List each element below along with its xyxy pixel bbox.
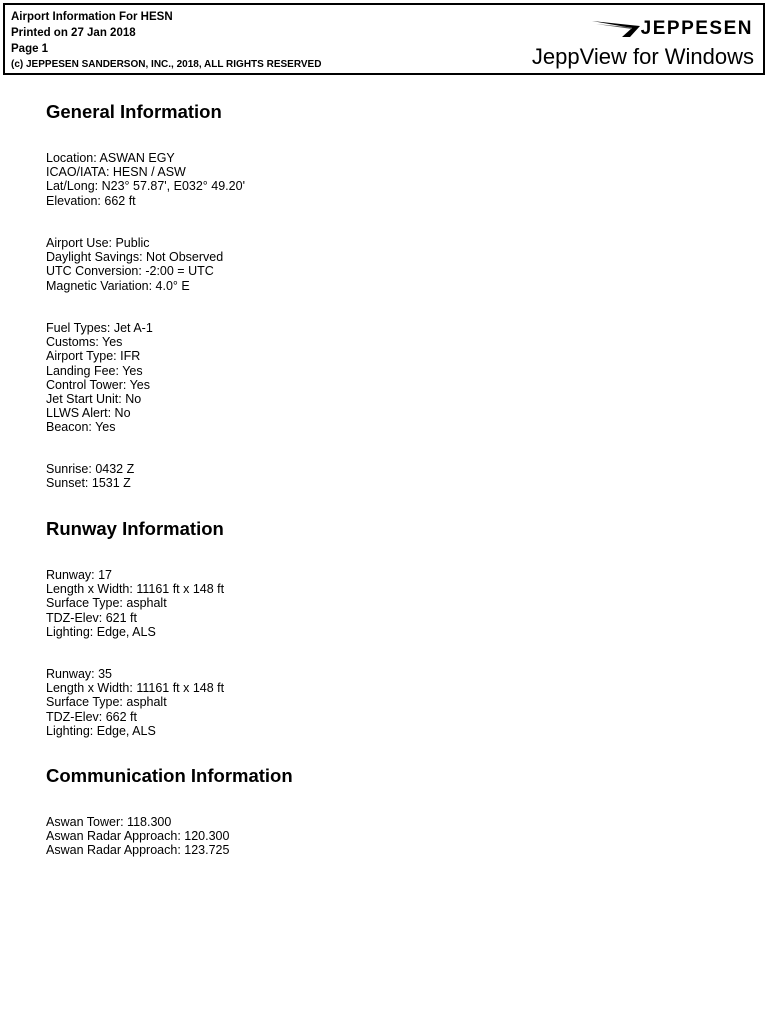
- section-title-general: General Information: [46, 101, 222, 122]
- info-line: Sunrise: 0432 Z: [46, 462, 135, 476]
- info-line: UTC Conversion: -2:00 = UTC: [46, 264, 214, 279]
- general-usage-group: [46, 236, 223, 293]
- info-line: Lat/Long: N23° 57.87', E032° 49.20': [46, 179, 245, 194]
- info-line: Runway: 35: [46, 667, 113, 681]
- info-line: Magnetic Variation: 4.0° E: [46, 278, 190, 293]
- section-title-runway: Runway Information: [46, 518, 224, 539]
- info-line: Location: ASWAN EGY: [46, 151, 175, 165]
- info-line: Aswan Radar Approach: 120.300: [46, 829, 230, 844]
- info-line: Elevation: 662 ft: [46, 193, 136, 208]
- info-line: TDZ-Elev: 621 ft: [46, 610, 137, 625]
- info-line: Airport Use: Public: [46, 236, 150, 250]
- info-line: Lighting: Edge, ALS: [46, 624, 156, 639]
- general-information-section: [46, 100, 222, 124]
- info-line: Surface Type: asphalt: [46, 596, 167, 611]
- header-copyright: (c) JEPPESEN SANDERSON, INC., 2018, ALL RIGHTS RESERVED: [11, 59, 322, 70]
- communication-information-section: [46, 764, 293, 788]
- info-line: Beacon: Yes: [46, 420, 116, 435]
- info-line: Length x Width: 11161 ft x 148 ft: [46, 582, 225, 597]
- info-line: Runway: 17: [46, 568, 113, 582]
- info-line: Surface Type: asphalt: [46, 695, 167, 710]
- logo-text: JEPPESEN: [640, 18, 753, 39]
- info-line: Aswan Radar Approach: 123.725: [46, 843, 230, 858]
- header-airport-line: Airport Information For HESN: [11, 11, 173, 23]
- general-sun-group: [46, 462, 134, 490]
- runway-information-section: [46, 517, 224, 541]
- info-line: Length x Width: 11161 ft x 148 ft: [46, 681, 225, 696]
- general-location-group: [46, 151, 245, 208]
- info-line: Aswan Tower: 118.300: [46, 815, 172, 829]
- info-line: Daylight Savings: Not Observed: [46, 250, 224, 265]
- product-name: JeppView for Windows: [531, 44, 754, 69]
- page-header: [3, 3, 765, 75]
- info-line: Lighting: Edge, ALS: [46, 723, 156, 738]
- communication-frequencies-group: [46, 815, 229, 858]
- info-line: Control Tower: Yes: [46, 377, 150, 392]
- info-line: Jet Start Unit: No: [46, 392, 142, 407]
- header-page-line: Page 1: [11, 43, 49, 55]
- jeppesen-swoosh-icon: [592, 20, 640, 38]
- info-line: Landing Fee: Yes: [46, 363, 143, 378]
- runway-35-group: [46, 667, 224, 738]
- info-line: TDZ-Elev: 662 ft: [46, 709, 137, 724]
- info-line: Customs: Yes: [46, 335, 123, 350]
- header-info: [11, 9, 321, 73]
- info-line: Fuel Types: Jet A-1: [46, 321, 153, 335]
- section-title-communication: Communication Information: [46, 765, 293, 786]
- jeppesen-logo: [592, 18, 753, 40]
- general-services-group: [46, 321, 153, 435]
- header-printed-line: Printed on 27 Jan 2018: [11, 27, 136, 39]
- info-line: Airport Type: IFR: [46, 349, 141, 364]
- info-line: ICAO/IATA: HESN / ASW: [46, 165, 186, 180]
- info-line: Sunset: 1531 Z: [46, 476, 131, 491]
- runway-17-group: [46, 568, 224, 639]
- info-line: LLWS Alert: No: [46, 406, 131, 421]
